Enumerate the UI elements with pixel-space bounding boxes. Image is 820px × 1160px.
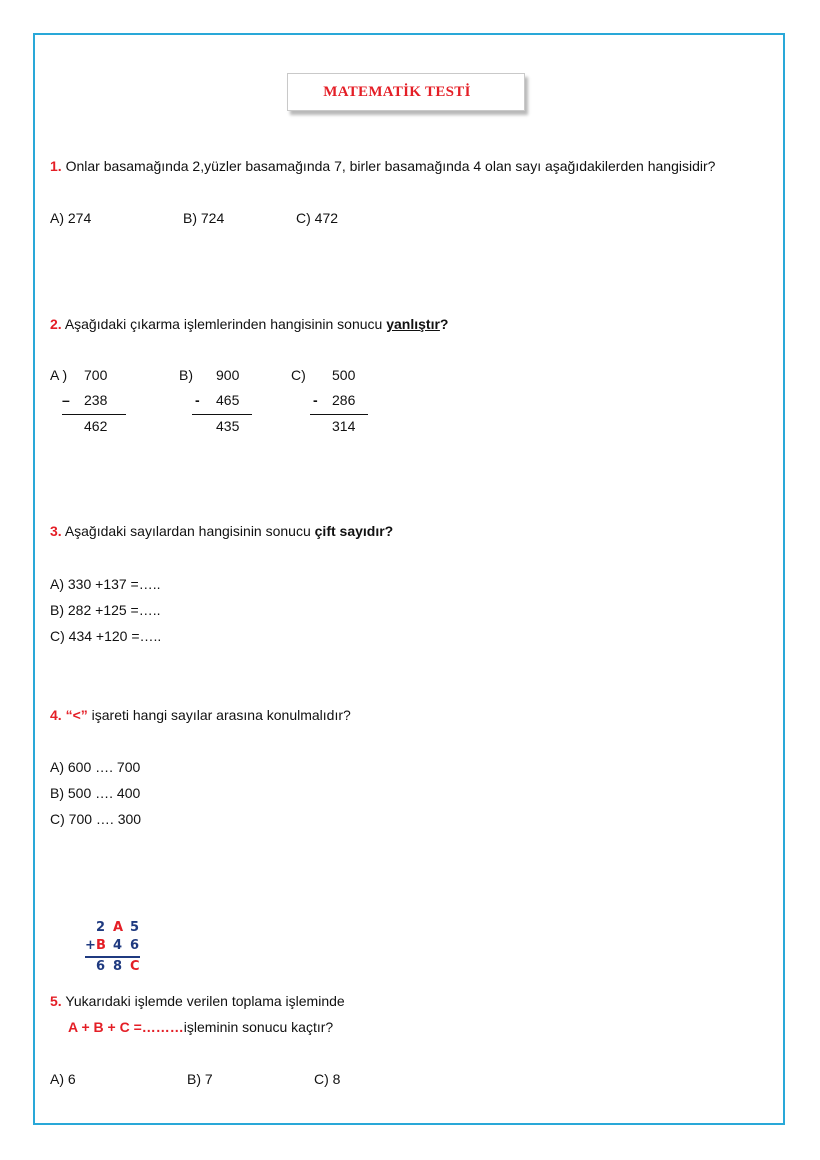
q2-option-b-label: B) (179, 367, 193, 383)
question-text: işleminin sonucu kaçtır? (183, 1019, 334, 1035)
expression: A + B + C =……… (68, 1019, 184, 1035)
q2-option-c-label: C) (291, 367, 306, 383)
page-title: MATEMATİK TESTİ (323, 83, 471, 100)
question-text: Yukarıdaki işlemde verilen toplama işleminde (65, 993, 345, 1009)
q4-option-a: A) 600 …. 700 (50, 759, 141, 775)
puzzle-unknown-b: B (96, 938, 107, 953)
q2-option-c-result: 314 (332, 418, 356, 434)
q2-option-a-result: 462 (84, 418, 108, 434)
q2-option-b-subtrahend: 465 (216, 392, 240, 408)
puzzle-digit: 6 (96, 959, 107, 974)
sum-line (62, 414, 126, 415)
q2-option-c-subtrahend: 286 (332, 392, 356, 408)
question-number: 4. (50, 707, 62, 723)
question-text: işareti hangi sayılar arasına konulmalıdır? (87, 707, 351, 723)
question-number: 5. (50, 993, 62, 1009)
question-mark: ? (439, 316, 449, 332)
question-text: Aşağıdaki sayılardan hangisinin sonucu (64, 523, 315, 539)
q2-option-b-minuend: 900 (216, 367, 240, 383)
puzzle-unknown-a: A (113, 920, 125, 935)
plus-sign: + (85, 938, 97, 953)
q5-option-b: B) 7 (187, 1071, 213, 1087)
question-emphasis: yanlıştır (386, 316, 440, 332)
q4-option-c: C) 700 …. 300 (50, 811, 142, 827)
q5-option-c: C) 8 (314, 1071, 341, 1087)
sum-line (310, 414, 368, 415)
minus-sign: - (195, 392, 200, 408)
question-number: 1. (50, 158, 62, 174)
sum-line (192, 414, 252, 415)
puzzle-digit: 4 (113, 938, 124, 953)
question-1 (50, 157, 715, 175)
q4-option-b: B) 500 …. 400 (50, 785, 141, 801)
question-5 (50, 992, 345, 1010)
q3-option-c: C) 434 +120 =….. (50, 628, 162, 644)
puzzle-unknown-c: C (130, 959, 141, 974)
q2-option-a-label: A ) (50, 367, 68, 383)
puzzle-digit: 8 (113, 959, 124, 974)
question-emphasis: çift sayıdır? (314, 523, 394, 539)
q1-option-a: A) 274 (50, 210, 92, 226)
less-than-symbol: “<” (65, 707, 88, 723)
q5-option-a: A) 6 (50, 1071, 76, 1087)
minus-sign: – (62, 392, 70, 408)
q2-option-a-minuend: 700 (84, 367, 108, 383)
puzzle-digit: 2 (96, 920, 107, 935)
title-box (287, 73, 525, 111)
q3-option-a: A) 330 +137 =….. (50, 576, 161, 592)
question-number: 3. (50, 523, 62, 539)
question-2 (50, 315, 448, 333)
q1-option-c: C) 472 (296, 210, 339, 226)
question-text: Onlar basamağında 2,yüzler basamağında 7, birler basamağında 4 olan sayı aşağıdakilerden hangisidir? (65, 158, 716, 174)
minus-sign: - (313, 392, 318, 408)
puzzle-digit: 5 (130, 920, 141, 935)
question-3 (50, 522, 393, 540)
q2-option-b-result: 435 (216, 418, 240, 434)
q2-option-c-minuend: 500 (332, 367, 356, 383)
question-4 (50, 706, 351, 724)
question-text: Aşağıdaki çıkarma işlemlerinden hangisinin sonucu (64, 316, 387, 332)
question-number: 2. (50, 316, 62, 332)
puzzle-digit: 6 (130, 938, 141, 953)
q2-option-a-subtrahend: 238 (84, 392, 108, 408)
q1-option-b: B) 724 (183, 210, 225, 226)
question-5-expression (68, 1018, 333, 1036)
q3-option-b: B) 282 +125 =….. (50, 602, 161, 618)
